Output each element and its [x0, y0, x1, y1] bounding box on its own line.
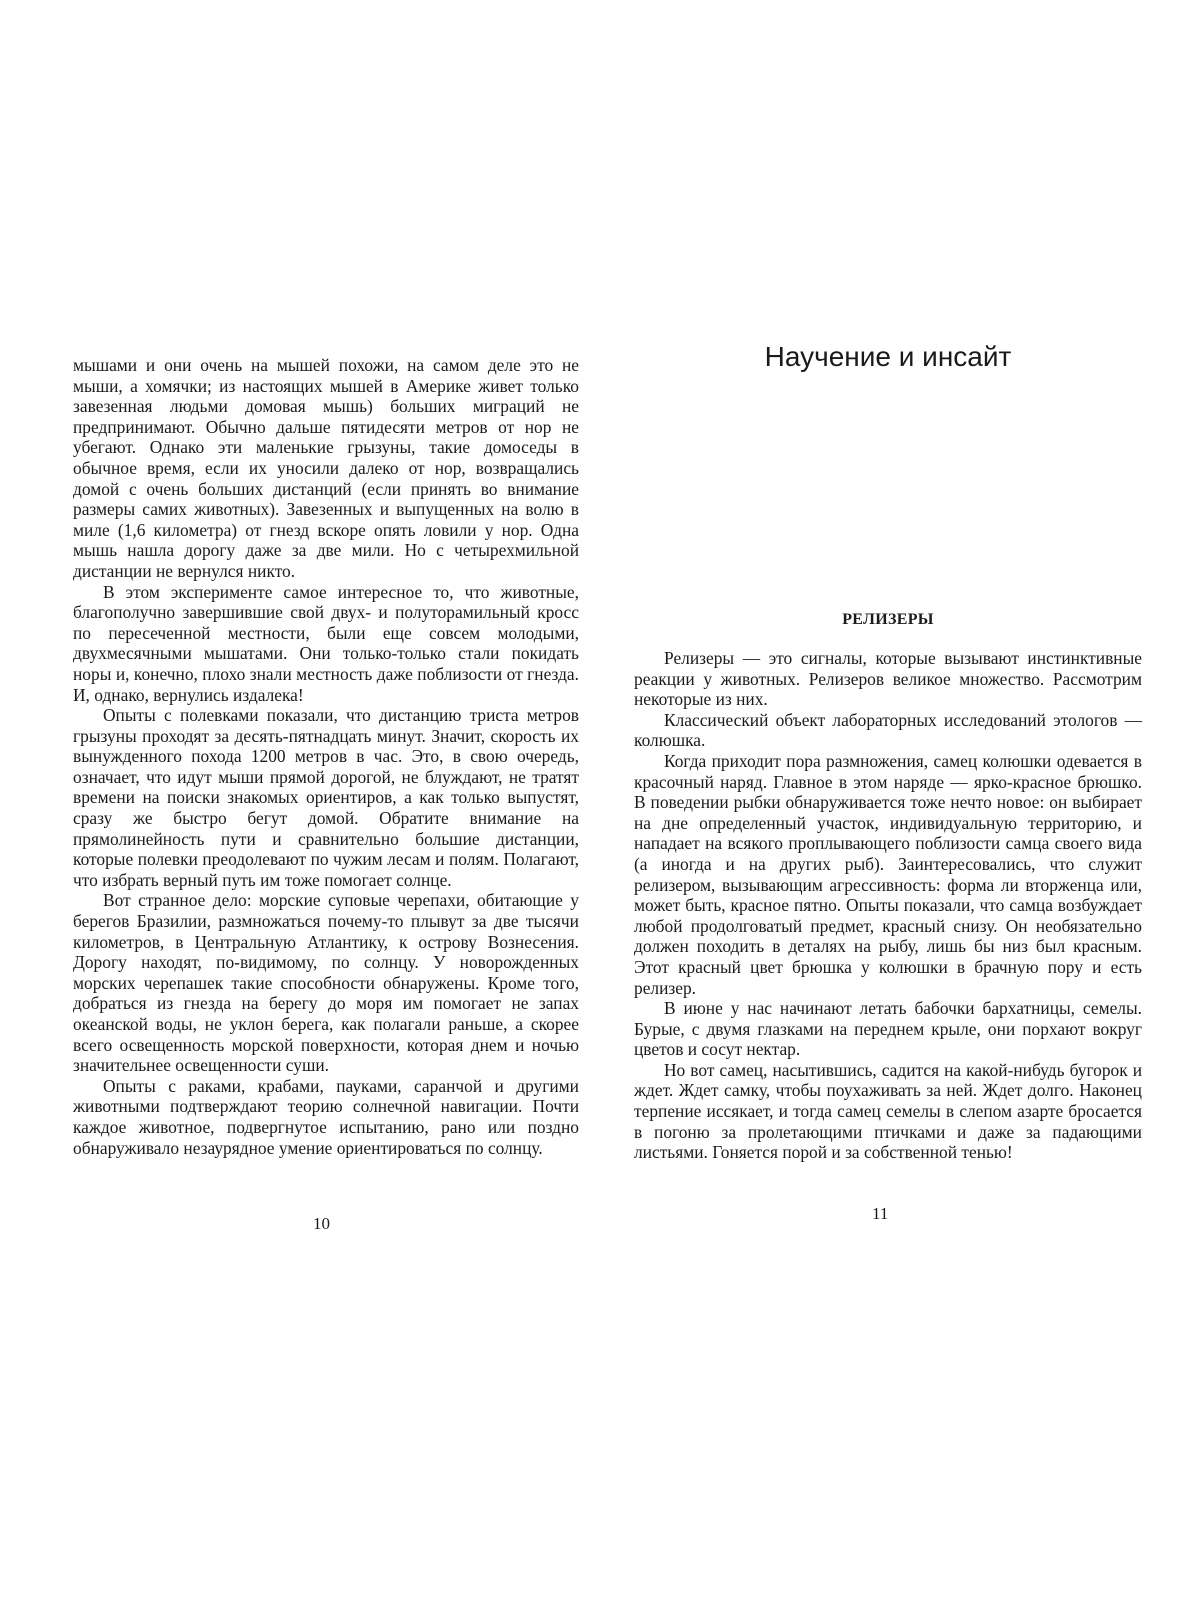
left-page: [73, 355, 579, 1158]
right-page: [634, 340, 1142, 1163]
left-paragraph-2: В этом эксперименте самое интересное то, что животные, благополучно завершившие свой двух- и полуторамильный кросс по пересеченной местности, были еще совсем молодыми, двухмесячными мышатами. Они только-только стали покидать норы и, конечно, плохо знали местность даже поблизости от гнезда. И, однако, вернулись издалека!: [73, 581, 579, 705]
right-paragraph-3: Когда приходит пора размножения, самец колюшки одевается в красочный наряд. Главное в этом наряде — ярко-красное брюшко. В поведении рыбки обнаруживается тоже нечто новое: он выбирает на дне определенный участок, индивидуальную территорию, и нападает на всякого проплывающего поблизости самца своего вида (а иногда и на других рыб). Заинтересовались, что служит релизером, вызывающим агрессивность: форма ли вторженца или, может быть, красное пятно. Опыты показали, что самца возбуждает любой продолговатый предмет, красный снизу. Он необязательно должен походить в деталях на рыбу, лишь бы низ был красным. Этот красный цвет брюшка у колюшки в брачную пору и есть релизер.: [634, 750, 1142, 998]
right-paragraph-4: В июне у нас начинают летать бабочки бархатницы, семелы. Бурые, с двумя глазками на переднем крыле, они порхают вокруг цветов и сосут нектар.: [634, 998, 1142, 1060]
chapter-title: Научение и инсайт: [764, 341, 1012, 372]
section-heading: РЕЛИЗЕРЫ: [842, 611, 934, 628]
right-paragraph-1: Релизеры — это сигналы, которые вызывают инстинктивные реакции у животных. Релизеров великое множество. Рассмотрим некоторые из них.: [634, 648, 1142, 710]
right-paragraph-5: Но вот самец, насытившись, садится на какой-нибудь бугорок и ждет. Ждет самку, чтобы поухаживать за ней. Ждет долго. Наконец терпение иссякает, и тогда самец семелы в слепом азарте бросается в погоню за пролетающими птичками и даже за падающими листьями. Гоняется порой и за собственной тенью!: [634, 1059, 1142, 1163]
left-paragraph-5: Опыты с раками, крабами, пауками, саранчой и другими животными подтверждают теорию солнечной навигации. Почти каждое животное, подвергнутое испытанию, рано или поздно обнаруживало незаурядное умение ориентироваться по солнцу.: [73, 1075, 579, 1158]
left-paragraph-1: мышами и они очень на мышей похожи, на самом деле это не мыши, а хомячки; из настоящих мышей в Америке живет только завезенная людьми домовая мышь) больших миграций не предпринимают. Обычно дальше пятидесяти метров от нор не убегают. Однако эти маленькие грызуны, такие домоседы в обычное время, если их уносили далеко от нор, возвращались домой с очень больших дистанций (если принять во внимание размеры самих животных). Завезенных и выпущенных на волю в миле (1,6 километра) от гнезд вскоре опять ловили у нор. Одна мышь нашла дорогу даже за две мили. Но с четырехмильной дистанции не вернулся никто.: [73, 355, 579, 581]
left-paragraph-3: Опыты с полевками показали, что дистанцию триста метров грызуны проходят за десять-пятнадцать минут. Значит, скорость их вынужденного похода 1200 метров в час. Это, в свою очередь, означает, что идут мыши прямой дорогой, не блуждают, не тратят времени на поиски знакомых ориентиров, а как только выпустят, сразу же быстро бегут домой. Обратите внимание на прямолинейность пути и сравнительно большие дистанции, которые полевки преодолевают по чужим лесам и полям. Полагают, что избрать верный путь им тоже помогает солнце.: [73, 705, 579, 890]
left-paragraph-4: Вот странное дело: морские суповые черепахи, обитающие у берегов Бразилии, размножаться почему-то плывут за две тысячи километров, в Центральную Атлантику, к острову Вознесения. Дорогу находят, по-видимому, по солнцу. У новорожденных морских черепашек такие способности обнаружены. Кроме того, добраться из гнезда на берегу до моря им помогает не запах океанской воды, не уклон берега, как полагали раньше, а скорее всего освещенность морской поверхности, которая днем и ночью значительнее освещенности суши.: [73, 890, 579, 1076]
right-page-body: [634, 648, 1142, 1163]
right-paragraph-2: Классический объект лабораторных исследований этологов — колюшка.: [634, 709, 1142, 751]
left-page-number: 10: [313, 1214, 330, 1233]
right-page-number: 11: [872, 1204, 889, 1223]
